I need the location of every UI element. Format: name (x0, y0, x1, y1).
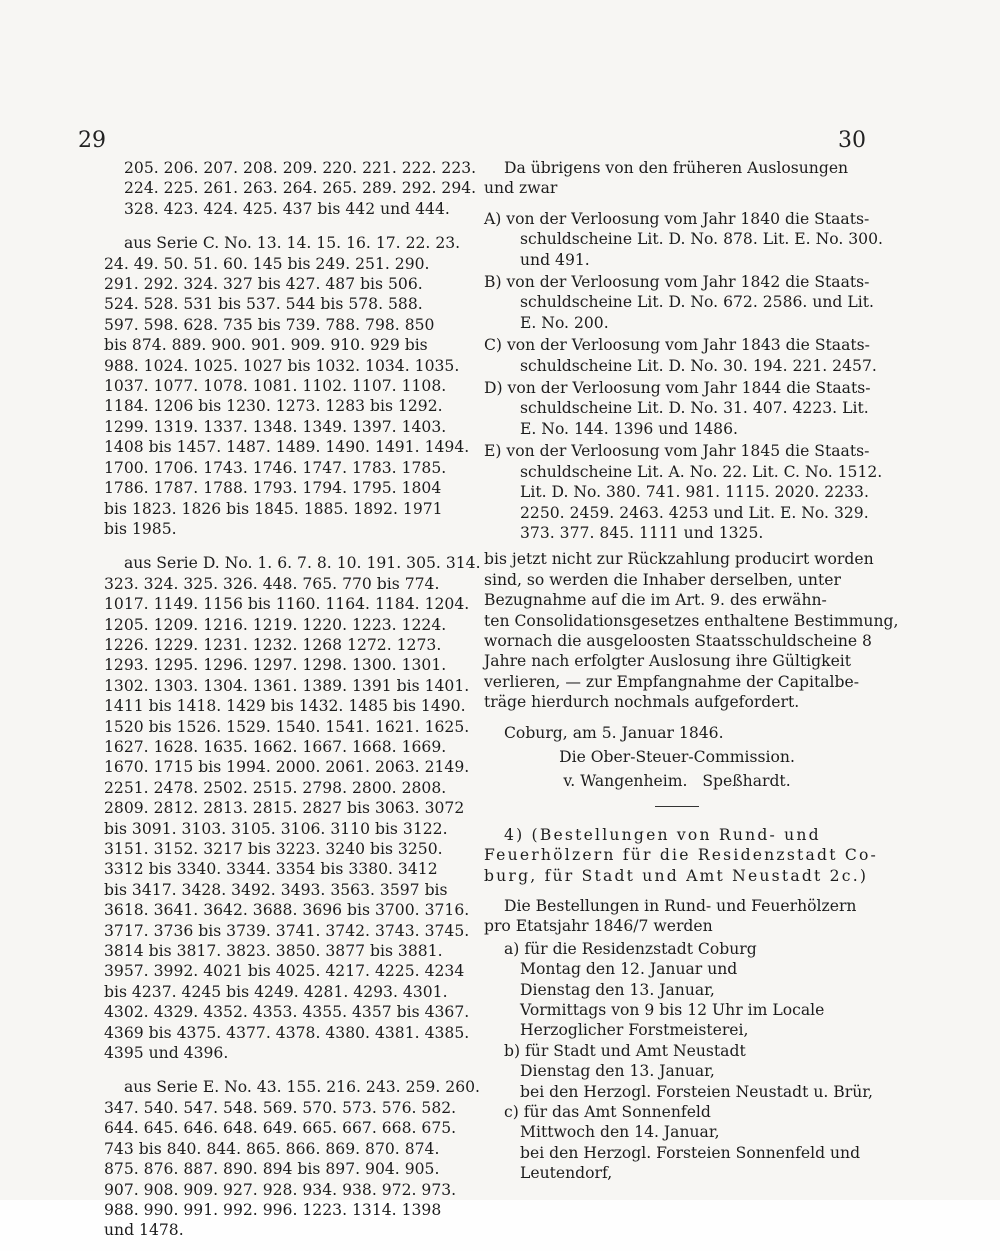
schedule-detail: Montag den 12. Januar und (520, 960, 738, 979)
number-line: 3957. 3992. 4021 bis 4025. 4217. 4225. 4234 (104, 962, 465, 981)
signatures: v. Wangenheim. Speßhardt. (563, 772, 791, 791)
redemption-body (484, 549, 899, 712)
schedule-entry (484, 1102, 870, 1184)
text-line: Jahre nach erfolgter Auslosung ihre Gültigkeit (484, 652, 852, 671)
series-block (104, 233, 470, 539)
text-line: C) von der Verloosung vom Jahr 1843 die Staats- (484, 336, 870, 355)
number-line: 323. 324. 325. 326. 448. 765. 770 bis 774. (104, 574, 440, 593)
schedule-entry (484, 1041, 873, 1102)
heading-line: 4) (Bestellungen von Rund- und (504, 825, 821, 844)
text-line: träge hierdurch nochmals aufgefordert. (484, 693, 800, 712)
lottery-item (484, 378, 870, 439)
text-line: Da übrigens von den früheren Auslosungen (504, 159, 849, 177)
number-line: 597. 598. 628. 735 bis 739. 788. 798. 850 (104, 315, 435, 334)
number-line: 1670. 1715 bis 1994. 2000. 2061. 2063. 2149. (104, 758, 470, 777)
number-line: 4369 bis 4375. 4377. 4378. 4380. 4381. 4385. (104, 1023, 470, 1042)
number-line: 1786. 1787. 1788. 1793. 1794. 1795. 1804 (104, 479, 442, 498)
text-line: D) von der Verloosung vom Jahr 1844 die Staats- (484, 379, 871, 398)
number-line: bis 4237. 4245 bis 4249. 4281. 4293. 4301. (104, 982, 448, 1001)
number-line: 1408 bis 1457. 1487. 1489. 1490. 1491. 1494. (104, 438, 470, 457)
heading-line: burg, für Stadt und Amt Neustadt 2c.) (484, 866, 869, 885)
number-line: aus Serie E. No. 43. 155. 216. 243. 259. 260. (124, 1078, 480, 1097)
number-line: 3151. 3152. 3217 bis 3223. 3240 bis 3250. (104, 840, 443, 858)
notice-4-heading (484, 825, 879, 886)
number-line: 4395 und 4396. (104, 1044, 229, 1063)
text-line: schuldscheine Lit. D. No. 31. 407. 4223. Lit. (520, 399, 869, 418)
number-line: 1226. 1229. 1231. 1232. 1268 1272. 1273. (104, 635, 442, 654)
number-line: 1627. 1628. 1635. 1662. 1667. 1668. 1669. (104, 737, 447, 756)
heading-line: Feuerhölzern für die Residenzstadt Co- (484, 846, 879, 865)
lottery-item (484, 209, 883, 270)
number-line: bis 3091. 3103. 3105. 3106. 3110 bis 3122. (104, 819, 448, 838)
number-line: 1520 bis 1526. 1529. 1540. 1541. 1621. 1625. (104, 717, 470, 736)
schedule-detail: Dienstag den 13. Januar, (520, 1062, 715, 1081)
text-line: schuldscheine Lit. D. No. 30. 194. 221. 2457. (520, 356, 877, 375)
number-line: bis 1985. (104, 519, 177, 538)
schedule-entry (484, 939, 870, 1041)
issuing-authority: Die Ober-Steuer-Commission. (559, 747, 795, 766)
lottery-item (484, 272, 874, 333)
number-line: 291. 292. 324. 327 bis 427. 487 bis 506. (104, 275, 423, 294)
section-divider (655, 806, 699, 807)
number-line: 3312 bis 3340. 3344. 3354 bis 3380. 3412 (104, 860, 438, 879)
text-line: ten Consolidationsgesetzes enthaltene Bestimmung, (484, 611, 899, 630)
lottery-item (484, 335, 877, 376)
schedule-detail: bei den Herzogl. Forsteien Sonnenfeld und (520, 1143, 861, 1162)
number-line: 24. 49. 50. 51. 60. 145 bis 249. 251. 290. (104, 254, 430, 273)
number-line: 2809. 2812. 2813. 2815. 2827 bis 3063. 3072 (104, 799, 465, 818)
text-line: E. No. 200. (520, 313, 609, 332)
number-line: 3814 bis 3817. 3823. 3850. 3877 bis 3881. (104, 942, 443, 961)
text-line: wornach die ausgeloosten Staatsschuldscheine 8 (484, 631, 872, 650)
schedule-place: a) für die Residenzstadt Coburg (504, 939, 757, 958)
text-line: A) von der Verloosung vom Jahr 1840 die Staats- (484, 209, 870, 228)
number-line: 205. 206. 207. 208. 209. 220. 221. 222. 223. (124, 159, 477, 177)
number-line: 347. 540. 547. 548. 569. 570. 573. 576. 582. (104, 1098, 457, 1117)
number-line: 4302. 4329. 4352. 4353. 4355. 4357 bis 4367. (104, 1003, 470, 1022)
number-line: 875. 876. 887. 890. 894 bis 897. 904. 905. (104, 1160, 440, 1179)
text-line: B) von der Verloosung vom Jahr 1842 die Staats- (484, 273, 870, 292)
series-block (104, 158, 477, 219)
redemption-intro (484, 158, 870, 199)
right-column-notices (484, 158, 899, 1184)
number-line: 907. 908. 909. 927. 928. 934. 938. 972. 973. (104, 1180, 457, 1199)
dateline: Coburg, am 5. Januar 1846. (504, 723, 724, 742)
number-line: 3717. 3736 bis 3739. 3741. 3742. 3743. 3745. (104, 921, 470, 940)
schedule-detail: Mittwoch den 14. Januar, (520, 1123, 720, 1142)
text-line: 2250. 2459. 2463. 4253 und Lit. E. No. 329. (520, 503, 869, 522)
number-line: bis 874. 889. 900. 901. 909. 910. 929 bis (104, 336, 428, 355)
schedule-detail: Vormittags von 9 bis 12 Uhr im Locale (520, 1001, 825, 1020)
number-line: bis 3417. 3428. 3492. 3493. 3563. 3597 bis (104, 880, 448, 899)
text-line: E) von der Verloosung vom Jahr 1845 die Staats- (484, 442, 870, 461)
number-line: 1700. 1706. 1743. 1746. 1747. 1783. 1785. (104, 458, 447, 477)
number-line: 644. 645. 646. 648. 649. 665. 667. 668. 675. (104, 1119, 457, 1138)
number-line: 1293. 1295. 1296. 1297. 1298. 1300. 1301. (104, 656, 447, 675)
text-line: pro Etatsjahr 1846/7 werden (484, 917, 713, 936)
number-line: 1037. 1077. 1078. 1081. 1102. 1107. 1108. (104, 377, 447, 396)
number-line: 1299. 1319. 1337. 1348. 1349. 1397. 1403. (104, 417, 447, 436)
number-line: 1302. 1303. 1304. 1361. 1389. 1391 bis 1401. (104, 676, 470, 695)
text-line: schuldscheine Lit. D. No. 672. 2586. und Lit. (520, 293, 874, 312)
number-line: 743 bis 840. 844. 865. 866. 869. 870. 874. (104, 1139, 440, 1158)
number-line: aus Serie C. No. 13. 14. 15. 16. 17. 22. 23. (124, 234, 461, 253)
page-number-left: 29 (78, 128, 106, 153)
text-line: bis jetzt nicht zur Rückzahlung producirt worden (484, 550, 874, 569)
number-line: bis 1823. 1826 bis 1845. 1885. 1892. 1971 (104, 499, 443, 518)
text-line: sind, so werden die Inhaber derselben, unter (484, 570, 841, 589)
number-line: 524. 528. 531 bis 537. 544 bis 578. 588. (104, 295, 423, 314)
number-line: aus Serie D. No. 1. 6. 7. 8. 10. 191. 305. 314. (124, 554, 481, 573)
number-line: 1205. 1209. 1216. 1219. 1220. 1223. 1224. (104, 615, 447, 634)
text-line: und zwar (484, 179, 558, 198)
schedule-detail: Leutendorf, (520, 1164, 613, 1183)
text-line: schuldscheine Lit. A. No. 22. Lit. C. No. 1512. (520, 462, 883, 481)
number-line: 1017. 1149. 1156 bis 1160. 1164. 1184. 1204. (104, 595, 470, 614)
number-line: 3618. 3641. 3642. 3688. 3696 bis 3700. 3716. (104, 901, 470, 920)
order-schedule (484, 939, 873, 1184)
text-line: Die Bestellungen in Rund- und Feuerhölzern (504, 897, 857, 915)
notice-4-body (484, 896, 870, 937)
text-line: schuldscheine Lit. D. No. 878. Lit. E. No. 300. (520, 230, 883, 249)
text-line: Lit. D. No. 380. 741. 981. 1115. 2020. 2233. (520, 483, 869, 502)
lottery-item (484, 441, 883, 543)
text-line: 373. 377. 845. 1111 und 1325. (520, 523, 764, 542)
text-line: Bezugnahme auf die im Art. 9. des erwähn- (484, 591, 827, 610)
number-line: und 1478. (104, 1221, 184, 1240)
series-block (104, 1077, 480, 1240)
text-line: verlieren, — zur Empfangnahme der Capitalbe- (484, 672, 860, 691)
number-line: 224. 225. 261. 263. 264. 265. 289. 292. 294. (124, 179, 477, 198)
schedule-place: b) für Stadt und Amt Neustadt (504, 1041, 746, 1060)
number-line: 1411 bis 1418. 1429 bis 1432. 1485 bis 1490. (104, 697, 466, 716)
schedule-detail: bei den Herzogl. Forsteien Neustadt u. Brür, (520, 1082, 873, 1101)
number-line: 988. 990. 991. 992. 996. 1223. 1314. 1398 (104, 1200, 442, 1219)
schedule-place: c) für das Amt Sonnenfeld (504, 1103, 711, 1122)
left-column-series-list (104, 158, 481, 1251)
schedule-detail: Dienstag den 13. Januar, (520, 980, 715, 999)
text-line: E. No. 144. 1396 und 1486. (520, 419, 738, 438)
lottery-items (484, 209, 883, 544)
number-line: 988. 1024. 1025. 1027 bis 1032. 1034. 1035. (104, 356, 460, 375)
number-line: 1184. 1206 bis 1230. 1273. 1283 bis 1292. (104, 397, 443, 416)
text-line: und 491. (520, 250, 590, 269)
schedule-detail: Herzoglicher Forstmeisterei, (520, 1021, 749, 1040)
page-number-right: 30 (838, 128, 866, 153)
series-block (104, 553, 481, 1063)
number-line: 328. 423. 424. 425. 437 bis 442 und 444. (124, 199, 450, 218)
number-line: 2251. 2478. 2502. 2515. 2798. 2800. 2808. (104, 778, 447, 797)
